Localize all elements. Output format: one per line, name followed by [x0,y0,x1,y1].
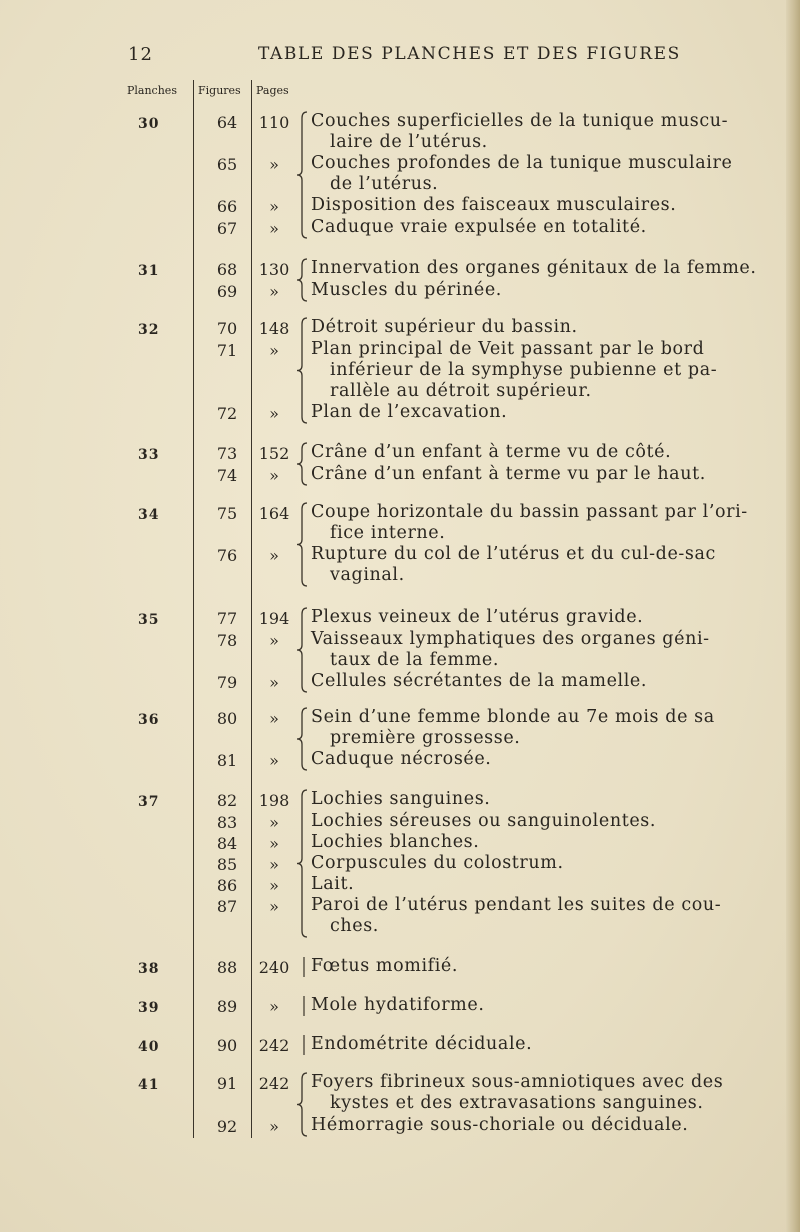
figure-number: 92 [216,1117,238,1136]
page-reference: 130 [258,260,290,279]
page-reference: 242 [258,1074,290,1093]
page-number: 12 [128,44,153,65]
figure-number: 64 [216,113,238,132]
figure-caption: Plan de l’excavation. [311,402,508,422]
figure-caption: Innervation des organes génitaux de la femme. [311,258,757,278]
figure-caption: Cellules sécrétantes de la mamelle. [311,671,648,691]
figure-caption: Crâne d’un enfant à terme vu de côté. [311,442,672,462]
page-reference: » [269,1117,279,1136]
figure-caption: Endométrite déciduale. [311,1034,533,1054]
brace [297,503,307,586]
page-reference: » [269,155,279,174]
page-reference: 242 [258,1036,290,1055]
page-reference: » [269,219,279,238]
figure-caption: ches. [330,916,379,936]
page-reference: » [269,673,279,692]
figure-caption: Sein d’une femme blonde au 7e mois de sa [311,707,715,727]
figure-caption: Disposition des faisceaux musculaires. [311,195,677,215]
page-reference: » [269,197,279,216]
figure-caption: Couches profondes de la tunique musculaire [311,153,733,173]
page-reference: » [269,709,279,728]
figure-number: 74 [216,466,238,485]
column-header-plates: Planches [127,84,177,97]
figure-caption: laire de l’utérus. [330,132,488,152]
page-reference: 240 [258,958,290,977]
figure-number: 76 [216,546,238,565]
brace [297,443,307,485]
plate-number: 36 [138,712,160,728]
page-reference: » [269,813,279,832]
page-reference: » [269,876,279,895]
page-reference: » [269,546,279,565]
figure-caption: Plexus veineux de l’utérus gravide. [311,607,644,627]
figure-number: 66 [216,197,238,216]
figure-number: 70 [216,319,238,338]
figure-caption: première grossesse. [330,728,521,748]
figure-number: 68 [216,260,238,279]
figure-number: 82 [216,791,238,810]
figure-number: 87 [216,897,238,916]
plate-number: 32 [138,322,160,338]
brace [297,318,307,423]
page-reference: 194 [258,609,290,628]
figure-number: 67 [216,219,238,238]
page-reference: » [269,855,279,874]
figure-caption: vaginal. [330,565,405,585]
figure-caption: taux de la femme. [330,650,500,670]
page-reference: » [269,631,279,650]
column-header-figures: Figures [198,84,241,97]
brace [297,790,307,937]
figure-number: 75 [216,504,238,523]
plate-number: 37 [138,794,160,810]
figure-number: 80 [216,709,238,728]
figure-number: 83 [216,813,238,832]
figure-caption: rallèle au détroit supérieur. [330,381,592,401]
figure-caption: Corpuscules du colostrum. [311,853,564,873]
figure-caption: Vaisseaux lymphatiques des organes géni- [311,629,710,649]
figure-caption: Coupe horizontale du bassin passant par l’ori- [311,502,748,522]
brace [297,608,307,692]
page-reference: » [269,341,279,360]
figure-caption: Rupture du col de l’utérus et du cul-de-sac [311,544,716,564]
figure-caption: Fœtus momifié. [311,956,459,976]
figure-number: 88 [216,958,238,977]
brace [297,259,307,301]
plate-number: 31 [138,263,160,279]
figure-caption: Détroit supérieur du bassin. [311,317,578,337]
page-reference: 110 [258,113,290,132]
brace [297,708,307,770]
figure-number: 85 [216,855,238,874]
plate-number: 40 [138,1039,160,1055]
page-reference: » [269,751,279,770]
plate-number: 41 [138,1077,160,1093]
page-reference: » [269,997,279,1016]
figure-number: 73 [216,444,238,463]
figure-number: 89 [216,997,238,1016]
figure-caption: Paroi de l’utérus pendant les suites de cou- [311,895,722,915]
figure-number: 79 [216,673,238,692]
page-reference: » [269,466,279,485]
figure-caption: Lochies séreuses ou sanguinolentes. [311,811,657,831]
page-reference: » [269,897,279,916]
figure-number: 69 [216,282,238,301]
plate-number: 30 [138,116,160,132]
page-reference: » [269,834,279,853]
figure-number: 81 [216,751,238,770]
plate-number: 38 [138,961,160,977]
plate-number: 39 [138,1000,160,1016]
figure-number: 71 [216,341,238,360]
figure-number: 65 [216,155,238,174]
figure-caption: Mole hydatiforme. [311,995,485,1015]
figure-caption: Caduque vraie expulsée en totalité. [311,217,647,237]
figure-caption: Couches superficielles de la tunique muscu- [311,111,729,131]
brace [297,112,307,238]
figure-caption: Plan principal de Veit passant par le bord [311,339,705,359]
figure-number: 90 [216,1036,238,1055]
page-reference: 164 [258,504,290,523]
figure-caption: inférieur de la symphyse pubienne et pa- [330,360,718,380]
figure-caption: Lochies blanches. [311,832,480,852]
figure-number: 91 [216,1074,238,1093]
figure-caption: de l’utérus. [330,174,439,194]
page-reference: 152 [258,444,290,463]
figure-caption: Lait. [311,874,355,894]
figure-number: 84 [216,834,238,853]
figure-caption: Muscles du périnée. [311,280,502,300]
figure-number: 86 [216,876,238,895]
figure-number: 78 [216,631,238,650]
running-title: TABLE DES PLANCHES ET DES FIGURES [258,44,681,64]
plate-number: 33 [138,447,160,463]
page-reference: » [269,404,279,423]
figure-number: 72 [216,404,238,423]
figure-caption: Crâne d’un enfant à terme vu par le haut. [311,464,706,484]
page-reference: 198 [258,791,290,810]
column-header-pages: Pages [256,84,289,97]
plate-number: 34 [138,507,160,523]
figure-caption: Hémorragie sous-choriale ou déciduale. [311,1115,689,1135]
plate-number: 35 [138,612,160,628]
figure-caption: fice interne. [330,523,446,543]
figure-caption: Lochies sanguines. [311,789,491,809]
page-reference: » [269,282,279,301]
figure-caption: kystes et des extravasations sanguines. [330,1093,704,1113]
figure-caption: Caduque nécrosée. [311,749,492,769]
page-reference: 148 [258,319,290,338]
brace [297,1073,307,1136]
figure-number: 77 [216,609,238,628]
figure-caption: Foyers fibrineux sous-amniotiques avec des [311,1072,724,1092]
